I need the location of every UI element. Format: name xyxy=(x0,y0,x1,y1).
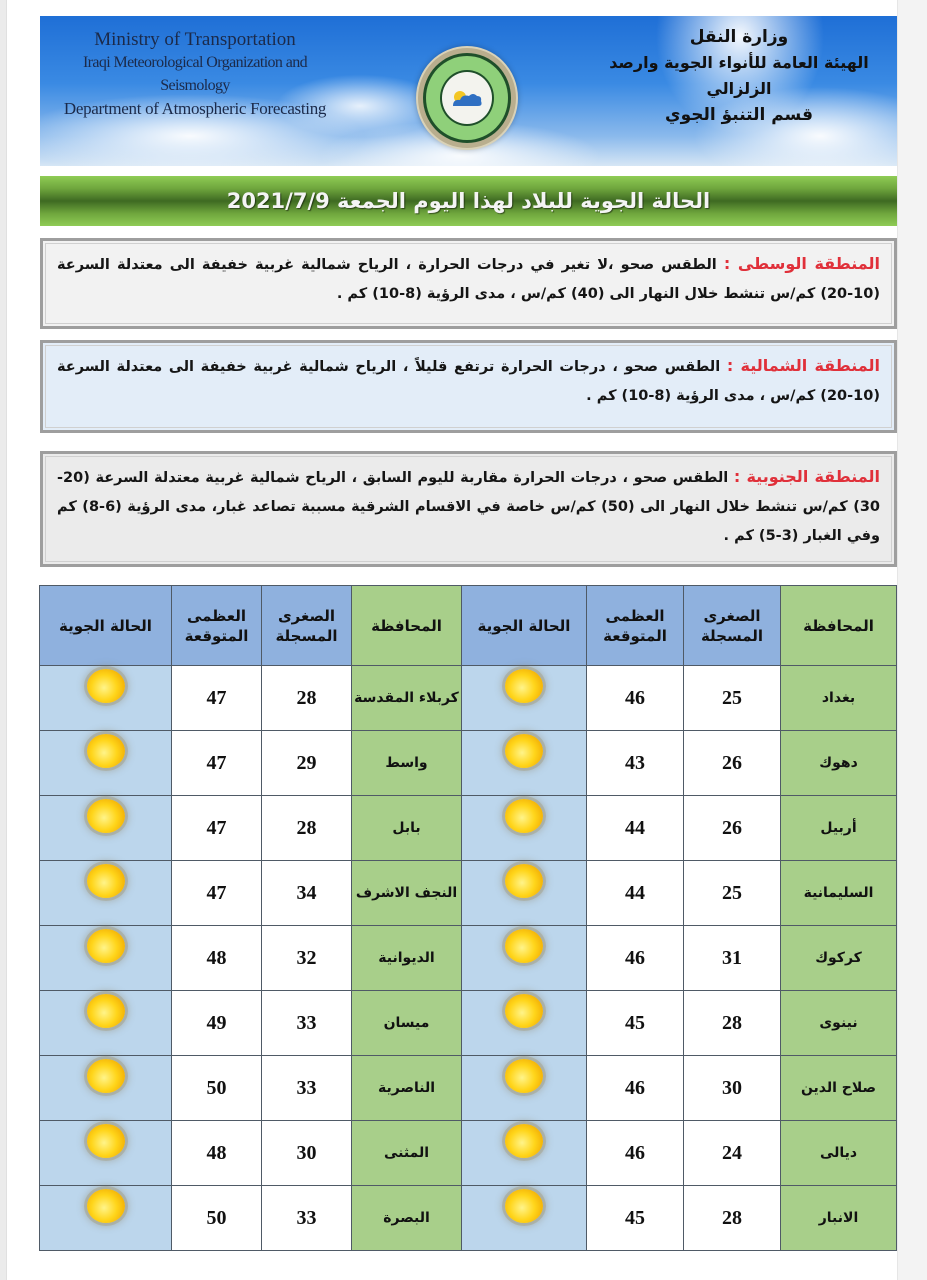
max-temp-cell: 46 xyxy=(587,666,684,731)
condition-cell xyxy=(40,1121,172,1186)
logo-outer-ring xyxy=(423,53,511,143)
max-temp-cell: 47 xyxy=(172,796,262,861)
table-row xyxy=(40,1056,897,1121)
logo-inner-ring xyxy=(440,70,494,126)
region-south-forecast xyxy=(40,451,897,567)
department-name-ar: قسم التنبؤ الجوي xyxy=(665,105,813,125)
cloud-sun-icon xyxy=(450,87,484,109)
min-temp-cell: 33 xyxy=(262,991,352,1056)
logo-green-ring xyxy=(426,56,508,140)
condition-cell xyxy=(40,731,172,796)
sunny-icon xyxy=(87,864,125,898)
min-temp-cell: 30 xyxy=(262,1121,352,1186)
max-temp-cell: 45 xyxy=(587,1186,684,1251)
condition-cell xyxy=(462,1186,587,1251)
region-label: المنطقة الوسطى : xyxy=(723,254,881,273)
max-temp-cell: 45 xyxy=(587,991,684,1056)
table-row xyxy=(40,796,897,861)
header-max-expected: العظمى المتوقعة xyxy=(172,586,262,666)
header-min-recorded: الصغرى المسجلة xyxy=(262,586,352,666)
min-temp-cell: 31 xyxy=(684,926,781,991)
table-row xyxy=(40,1186,897,1251)
condition-cell xyxy=(40,861,172,926)
table-header-row xyxy=(40,586,897,666)
min-temp-cell: 30 xyxy=(684,1056,781,1121)
header-governorate: المحافظة xyxy=(781,586,897,666)
header-banner xyxy=(40,16,897,166)
department-name-en: Department of Atmospheric Forecasting xyxy=(63,99,327,118)
governorate-cell: ديالى xyxy=(781,1121,897,1186)
max-temp-cell: 47 xyxy=(172,731,262,796)
condition-cell xyxy=(40,926,172,991)
condition-cell xyxy=(40,666,172,731)
title-bar xyxy=(40,176,897,226)
governorate-cell: ميسان xyxy=(352,991,462,1056)
min-temp-cell: 29 xyxy=(262,731,352,796)
min-temp-cell: 34 xyxy=(262,861,352,926)
sunny-icon xyxy=(505,669,543,703)
min-temp-cell: 33 xyxy=(262,1186,352,1251)
sunny-icon xyxy=(87,1124,125,1158)
header-condition: الحالة الجوية xyxy=(462,586,587,666)
governorate-cell: السليمانية xyxy=(781,861,897,926)
min-temp-cell: 28 xyxy=(262,796,352,861)
condition-cell xyxy=(462,796,587,861)
governorate-cell: صلاح الدين xyxy=(781,1056,897,1121)
sunny-icon xyxy=(505,734,543,768)
sunny-icon xyxy=(505,864,543,898)
meteorological-organization-logo-icon xyxy=(416,46,518,150)
header-max-expected: العظمى المتوقعة xyxy=(587,586,684,666)
condition-cell xyxy=(462,926,587,991)
page-edge-left xyxy=(0,0,7,1280)
min-temp-cell: 26 xyxy=(684,731,781,796)
condition-cell xyxy=(462,991,587,1056)
header-min-recorded: الصغرى المسجلة xyxy=(684,586,781,666)
region-north-forecast xyxy=(40,340,897,433)
governorate-cell: البصرة xyxy=(352,1186,462,1251)
max-temp-cell: 47 xyxy=(172,666,262,731)
governorate-cell: الناصرية xyxy=(352,1056,462,1121)
min-temp-cell: 26 xyxy=(684,796,781,861)
banner-english-text xyxy=(50,28,340,120)
table-row xyxy=(40,731,897,796)
governorate-cell: دهوك xyxy=(781,731,897,796)
min-temp-cell: 33 xyxy=(262,1056,352,1121)
sunny-icon xyxy=(505,1189,543,1223)
forecast-table xyxy=(39,585,897,1251)
table-row xyxy=(40,861,897,926)
condition-cell xyxy=(462,861,587,926)
governorate-cell: كركوك xyxy=(781,926,897,991)
max-temp-cell: 49 xyxy=(172,991,262,1056)
logo-core xyxy=(442,72,492,124)
sunny-icon xyxy=(87,929,125,963)
min-temp-cell: 25 xyxy=(684,861,781,926)
organization-name-en: Iraqi Meteorological Organization and Seismology xyxy=(82,54,308,94)
sunny-icon xyxy=(87,799,125,833)
min-temp-cell: 28 xyxy=(684,991,781,1056)
region-text: الطقس صحو ،لا تغير في درجات الحرارة ، الرياح شمالية غربية خفيفة الى معتدلة السرعة (10-20) كم/س تنشط خلال النهار الى (40) كم/س ، مدى الرؤية (8-10) كم . xyxy=(57,257,880,302)
table-row xyxy=(40,666,897,731)
min-temp-cell: 32 xyxy=(262,926,352,991)
sunny-icon xyxy=(87,1059,125,1093)
max-temp-cell: 44 xyxy=(587,796,684,861)
region-text: الطقس صحو ، درجات الحرارة ترتفع قليلاً ، الرياح شمالية غربية خفيفة الى معتدلة السرعة (10-20) كم/س ، مدى الرؤية (8-10) كم . xyxy=(57,359,880,404)
condition-cell xyxy=(462,666,587,731)
governorate-cell: الانبار xyxy=(781,1186,897,1251)
sunny-icon xyxy=(87,994,125,1028)
min-temp-cell: 25 xyxy=(684,666,781,731)
governorate-cell: الديوانية xyxy=(352,926,462,991)
sunny-icon xyxy=(505,929,543,963)
governorate-cell: نينوى xyxy=(781,991,897,1056)
max-temp-cell: 50 xyxy=(172,1186,262,1251)
sunny-icon xyxy=(87,734,125,768)
ministry-name-en: Ministry of Transportation xyxy=(94,29,296,50)
condition-cell xyxy=(462,1121,587,1186)
max-temp-cell: 43 xyxy=(587,731,684,796)
sunny-icon xyxy=(505,1059,543,1093)
governorate-cell: أربيل xyxy=(781,796,897,861)
governorate-cell: واسط xyxy=(352,731,462,796)
governorate-cell: المثنى xyxy=(352,1121,462,1186)
ministry-name-ar: وزارة النقل xyxy=(689,27,789,47)
governorate-cell: النجف الاشرف xyxy=(352,861,462,926)
condition-cell xyxy=(462,731,587,796)
max-temp-cell: 48 xyxy=(172,1121,262,1186)
header-governorate: المحافظة xyxy=(352,586,462,666)
max-temp-cell: 46 xyxy=(587,1056,684,1121)
region-text: الطقس صحو ، درجات الحرارة مقاربة لليوم السابق ، الرياح شمالية غربية معتدلة السرعة (20-30) كم/س تنشط خلال النهار الى (50) كم/س خاصة في الاقسام الشرقية مسببة تصاعد غبار، مدى الرؤية (6-8) كم وفي الغبار (3-5) كم . xyxy=(57,470,881,544)
sunny-icon xyxy=(505,994,543,1028)
governorate-cell: بابل xyxy=(352,796,462,861)
region-label: المنطقة الجنوبية : xyxy=(733,467,881,486)
header-condition: الحالة الجوية xyxy=(40,586,172,666)
sunny-icon xyxy=(505,799,543,833)
min-temp-cell: 24 xyxy=(684,1121,781,1186)
governorate-cell: بغداد xyxy=(781,666,897,731)
organization-name-ar: الهيئة العامة للأنواء الجوية وارصد الزلزالي xyxy=(609,53,869,98)
condition-cell xyxy=(40,1056,172,1121)
page-title: الحالة الجوية للبلاد لهذا اليوم الجمعة 2021/7/9 xyxy=(226,189,711,213)
table-row xyxy=(40,1121,897,1186)
max-temp-cell: 46 xyxy=(587,1121,684,1186)
max-temp-cell: 47 xyxy=(172,861,262,926)
sunny-icon xyxy=(505,1124,543,1158)
max-temp-cell: 50 xyxy=(172,1056,262,1121)
max-temp-cell: 46 xyxy=(587,926,684,991)
condition-cell xyxy=(40,991,172,1056)
table-row xyxy=(40,926,897,991)
max-temp-cell: 44 xyxy=(587,861,684,926)
region-label: المنطقة الشمالية : xyxy=(726,356,880,375)
condition-cell xyxy=(40,796,172,861)
min-temp-cell: 28 xyxy=(262,666,352,731)
governorate-cell: كربلاء المقدسة xyxy=(352,666,462,731)
min-temp-cell: 28 xyxy=(684,1186,781,1251)
condition-cell xyxy=(462,1056,587,1121)
max-temp-cell: 48 xyxy=(172,926,262,991)
table-row xyxy=(40,991,897,1056)
sunny-icon xyxy=(87,1189,125,1223)
condition-cell xyxy=(40,1186,172,1251)
sunny-icon xyxy=(87,669,125,703)
banner-arabic-text xyxy=(589,24,889,128)
region-central-forecast xyxy=(40,238,897,329)
page-edge-right xyxy=(897,0,927,1280)
